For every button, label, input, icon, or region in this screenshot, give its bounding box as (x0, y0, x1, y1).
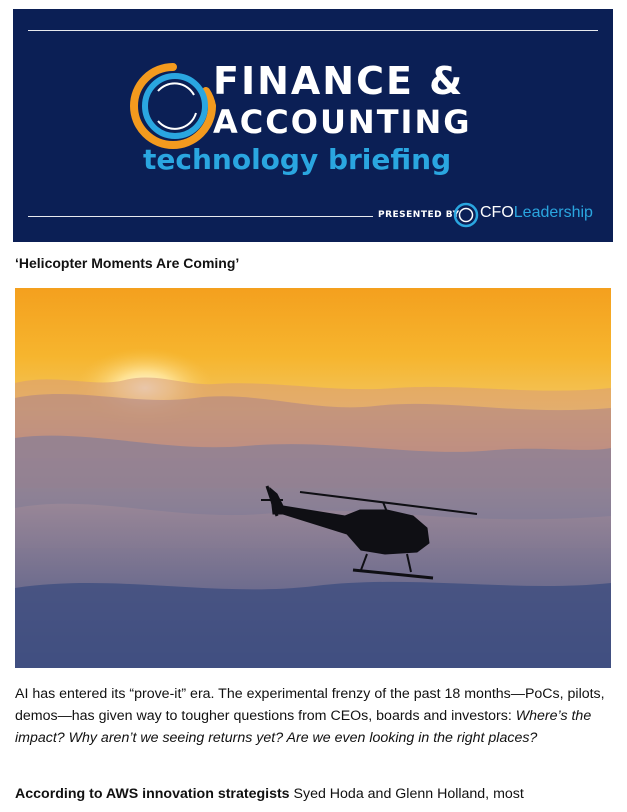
finance-logo-ring-icon (128, 61, 218, 151)
article-paragraph-2 (15, 783, 615, 805)
paragraph2-lead: According to AWS innovation strategists (15, 786, 290, 802)
cfo-leadership-link[interactable] (480, 204, 593, 222)
banner-title-line1: FINANCE & (213, 59, 465, 103)
paragraph2-text: Syed Hoda and Glenn Holland, most (289, 786, 524, 802)
paragraph1-text: AI has entered its “prove-it” era. The experimental frenzy of the past 18 months—PoCs, pilots, demos—has given way to tougher questions from CEOs, boards and investors: (15, 686, 605, 724)
presented-by-label: PRESENTED BY (378, 210, 460, 220)
banner-subtitle: technology briefing (143, 143, 452, 176)
sponsor-name-part1: CFO (480, 204, 514, 221)
cfo-leadership-logo-icon (453, 202, 479, 228)
article-paragraph-1 (15, 683, 611, 749)
helicopter-sunset-photo[interactable] (15, 288, 611, 668)
newsletter-banner (13, 9, 613, 242)
banner-top-rule (28, 30, 598, 31)
article-headline[interactable]: ‘Helicopter Moments Are Coming’ (15, 255, 240, 271)
paragraph1-italic-questions: Where’s the impact? Why aren’t we seeing returns yet? Are we even looking in the right places? (15, 708, 592, 746)
helicopter-sunset-image (15, 288, 611, 668)
banner-bottom-rule (28, 216, 373, 217)
banner-title-line2: ACCOUNTING (213, 103, 472, 141)
sponsor-name-part2: Leadership (513, 204, 593, 221)
